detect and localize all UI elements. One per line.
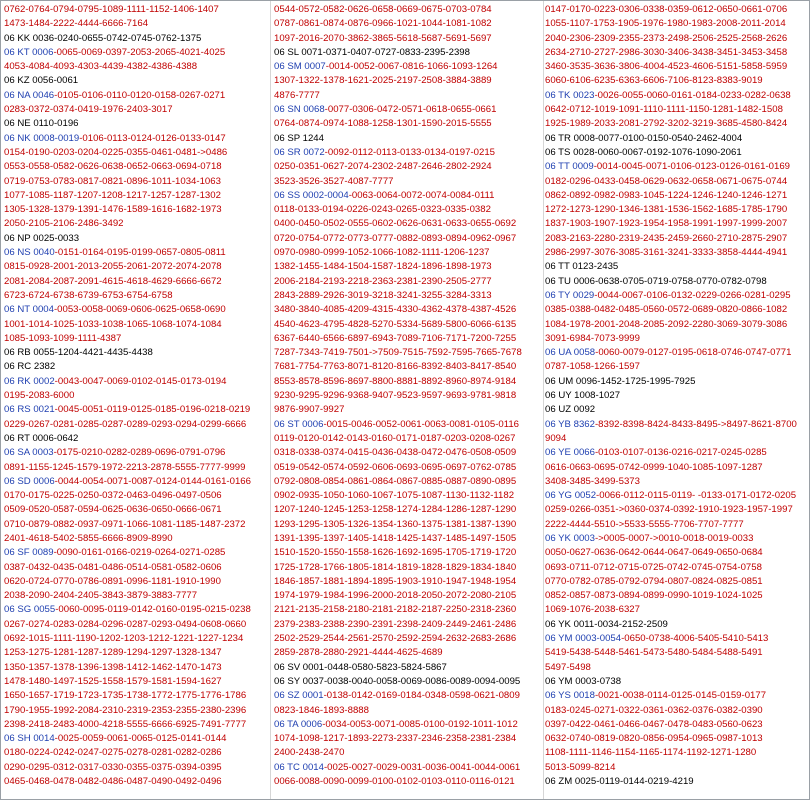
plate-group-line: 06 TT 0123-2435 bbox=[545, 261, 619, 273]
plate-number-continuation-line: 0066-0088-0090-0099-0100-0102-0103-0110-0116-0121 bbox=[274, 776, 515, 788]
plate-number-continuation-line: 0762-0764-0794-0795-1089-1111-1152-1406-1407 bbox=[4, 4, 219, 15]
plate-number-continuation-line: 2040-2306-2309-2355-2373-2498-2506-2525-2568-2626 bbox=[545, 32, 788, 44]
plate-number-list: -0138-0142-0169-0184-0348-0598-0621-0809 bbox=[323, 690, 520, 702]
plate-group-code: 06 SH 0014 bbox=[4, 733, 55, 745]
plate-group-header-line bbox=[4, 446, 266, 460]
plate-number-continuation-line: 2050-2105-2106-2486-3492 bbox=[4, 218, 124, 230]
plate-number-continuation-line: 0400-0450-0502-0555-0602-0626-0631-0633-0655-0692 bbox=[274, 218, 517, 230]
plate-number-continuation-line: 0553-0558-0582-0626-0638-0652-0663-0694-0718 bbox=[4, 161, 222, 173]
plate-number-continuation-line: 0692-1015-1111-1190-1202-1203-1212-1221-1227-1234 bbox=[4, 633, 244, 645]
plate-number-continuation-line: 0770-0782-0785-0792-0794-0807-0824-0825-0851 bbox=[545, 575, 763, 587]
plate-group-header-line bbox=[545, 346, 809, 360]
plate-number-list: -8392-8398-8424-8433-8495->8497-8621-8700 bbox=[594, 418, 797, 430]
plate-group-header-line bbox=[274, 103, 542, 117]
plate-group-code: 06 SR 0072 bbox=[274, 146, 325, 158]
plate-group-code: 06 TA 0006 bbox=[274, 718, 323, 730]
plate-group-line: 06 RT 0006-0642 bbox=[4, 432, 79, 444]
plate-number-continuation-line: 0195-2083-6000 bbox=[4, 390, 75, 402]
plate-group-code: 06 RK 0002 bbox=[4, 375, 55, 387]
plate-group-header-line bbox=[274, 761, 542, 775]
plate-number-continuation-line: 1001-1014-1025-1033-1038-1065-1068-1074-1084 bbox=[4, 318, 222, 330]
plate-number-list: -0106-0113-0124-0126-0133-0147 bbox=[79, 132, 226, 144]
plate-group-header-line bbox=[545, 689, 809, 703]
plate-number-continuation-line: 1650-1657-1719-1723-1735-1738-1772-1775-1776-1786 bbox=[4, 690, 247, 702]
plate-number-continuation-line: 0118-0133-0194-0226-0243-0265-0323-0335-0382 bbox=[274, 204, 491, 216]
plate-group-header-line bbox=[4, 89, 266, 103]
plate-number-continuation-line: 0250-0351-0627-2074-2302-2487-2646-2802-2924 bbox=[274, 161, 492, 173]
plate-number-continuation-line: 2121-2135-2158-2180-2181-2182-2187-2250-2318-2360 bbox=[274, 604, 517, 616]
plate-number-continuation-line: 1925-1989-2033-2081-2792-3202-3219-3685-4580-8424 bbox=[545, 118, 788, 130]
plate-group-code: 06 ST 0006 bbox=[274, 418, 324, 430]
plate-number-list: ->0005-0007->0010-0018-0019-0033 bbox=[594, 532, 754, 544]
plate-number-continuation-line: 1084-1978-2001-2048-2085-2092-2280-3069-3079-3086 bbox=[545, 318, 788, 330]
plate-group-header-line bbox=[274, 60, 542, 74]
plate-number-continuation-line: 9876-9907-9927 bbox=[274, 404, 345, 416]
plate-group-line: 06 SP 1244 bbox=[274, 132, 324, 144]
plate-group-header-line bbox=[4, 603, 266, 617]
plate-number-continuation-line: 1207-1240-1245-1253-1258-1274-1284-1286-1287-1290 bbox=[274, 504, 517, 516]
plate-number-continuation-line: 0119-0120-0142-0143-0160-0171-0187-0203-0208-0267 bbox=[274, 432, 516, 444]
plate-number-continuation-line: 1077-1085-1187-1207-1208-1217-1257-1287-1302 bbox=[4, 189, 221, 201]
plate-group-code: 06 SS 0002-0004 bbox=[274, 189, 349, 201]
plate-group-code: 06 TY 0029 bbox=[545, 289, 595, 301]
plate-group-code: 06 SZ 0001 bbox=[274, 690, 324, 702]
plate-number-continuation-line: 6723-6724-6738-6739-6753-6754-6758 bbox=[4, 289, 173, 301]
plate-number-continuation-line: 1478-1480-1497-1525-1558-1579-1581-1594-1627 bbox=[4, 675, 222, 687]
plate-group-header-line bbox=[545, 446, 809, 460]
plate-number-continuation-line: 1382-1455-1484-1504-1587-1824-1896-1898-1973 bbox=[274, 261, 492, 273]
plate-group-code: 06 SD 0006 bbox=[4, 475, 55, 487]
plate-group-code: 06 SA 0003 bbox=[4, 447, 54, 459]
plate-group-code: 06 KT 0006 bbox=[4, 46, 54, 58]
plate-group-line: 06 YK 0011-0034-2152-2509 bbox=[545, 618, 668, 630]
plate-number-continuation-line: 0318-0338-0374-0415-0436-0438-0472-0476-0508-0509 bbox=[274, 447, 517, 459]
plate-number-list: -0025-0027-0029-0031-0036-0041-0044-0061 bbox=[323, 761, 521, 773]
column-left bbox=[4, 3, 266, 789]
plate-number-continuation-line: 0891-1155-1245-1579-1972-2213-2878-5555-7777-9999 bbox=[4, 461, 246, 473]
plate-number-continuation-line: 2398-2418-2483-4000-4218-5555-6666-6925-7491-7777 bbox=[4, 718, 247, 730]
plate-number-continuation-line: 5419-5438-5448-5461-5473-5480-5484-5488-5491 bbox=[545, 647, 763, 659]
plate-group-code: 06 SM 0007 bbox=[274, 61, 326, 73]
plate-group-header-line bbox=[4, 546, 266, 560]
plate-number-continuation-line: 0719-0753-0783-0817-0821-0896-1011-1034-1063 bbox=[4, 175, 221, 187]
plate-group-line: 06 TR 0008-0077-0100-0150-0540-2462-4004 bbox=[545, 132, 743, 144]
plate-number-list: -0090-0161-0166-0219-0264-0271-0285 bbox=[53, 547, 226, 559]
plate-group-code: 06 SN 0068 bbox=[274, 104, 325, 116]
plate-number-list: -0014-0045-0071-0106-0123-0126-0161-0169 bbox=[593, 161, 791, 173]
plate-number-continuation-line: 1253-1275-1281-1287-1289-1294-1297-1328-1347 bbox=[4, 647, 222, 659]
plate-number-continuation-line: 0862-0892-0982-0983-1045-1224-1246-1240-1246-1271 bbox=[545, 189, 788, 201]
plate-number-list: -0105-0106-0110-0120-0158-0267-0271 bbox=[54, 89, 226, 101]
plate-number-continuation-line: 0180-0224-0242-0247-0275-0278-0281-0282-0286 bbox=[4, 747, 222, 759]
column-middle bbox=[274, 3, 542, 789]
plate-number-continuation-line: 0183-0245-0271-0322-0361-0362-0376-0382-0390 bbox=[545, 704, 763, 716]
plate-group-line: 06 RC 2382 bbox=[4, 361, 56, 373]
plate-number-continuation-line: 9094 bbox=[545, 432, 567, 444]
plate-group-header-line bbox=[274, 189, 542, 203]
plate-number-continuation-line: 1391-1395-1397-1405-1418-1425-1437-1485-1497-1505 bbox=[274, 532, 517, 544]
plate-number-continuation-line: 7287-7343-7419-7501->7509-7515-7592-7595-7665-7678 bbox=[274, 347, 522, 359]
plate-number-continuation-line: 2502-2529-2544-2561-2570-2592-2594-2632-2683-2686 bbox=[274, 633, 517, 645]
plate-number-continuation-line: 1790-1955-1992-2084-2310-2319-2353-2355-2380-2396 bbox=[4, 704, 247, 716]
plate-group-line: 06 TS 0028-0060-0067-0192-1076-1090-2061 bbox=[545, 146, 742, 158]
plate-number-continuation-line: 0290-0295-0312-0317-0330-0355-0375-0394-0395 bbox=[4, 761, 222, 773]
plate-group-header-line bbox=[4, 475, 266, 489]
plate-group-line: 06 SY 0037-0038-0040-0058-0069-0086-0089-0094-0095 bbox=[274, 675, 521, 687]
plate-number-list: -0015-0046-0052-0061-0063-0081-0105-0116 bbox=[323, 418, 520, 430]
plate-number-continuation-line: 0792-0808-0854-0861-0864-0867-0885-0887-0890-0895 bbox=[274, 475, 517, 487]
plate-group-header-line bbox=[545, 632, 809, 646]
plate-number-continuation-line: 0720-0754-0772-0773-0777-0882-0893-0894-0962-0967 bbox=[274, 232, 517, 244]
plate-number-continuation-line: 2986-2997-3076-3085-3161-3241-3333-3858-4444-4941 bbox=[545, 247, 788, 259]
plate-group-code: 06 NS 0040 bbox=[4, 247, 55, 259]
plate-group-line: 06 SL 0071-0371-0407-0727-0833-2395-2398 bbox=[274, 46, 470, 58]
plate-number-continuation-line: 0544-0572-0582-0626-0658-0669-0675-0703-0784 bbox=[274, 4, 492, 15]
plate-number-continuation-line: 0465-0468-0478-0482-0486-0487-0490-0492-0496 bbox=[4, 776, 222, 788]
plate-number-continuation-line: 1074-1098-1217-1893-2273-2337-2346-2358-2381-2384 bbox=[274, 733, 517, 745]
plate-group-line: 06 TU 0006-0638-0705-0719-0758-0770-0782-0798 bbox=[545, 275, 767, 287]
plate-group-code: 06 YM 0003-0054 bbox=[545, 633, 622, 645]
plate-number-continuation-line: 0519-0542-0574-0592-0606-0693-0695-0697-0762-0785 bbox=[274, 461, 517, 473]
plate-number-continuation-line: 3460-3535-3636-3806-4004-4523-4606-5151-5858-5959 bbox=[545, 61, 788, 73]
plate-group-header-line bbox=[274, 418, 542, 432]
plate-number-continuation-line: 0182-0296-0433-0458-0629-0632-0658-0671-0675-0744 bbox=[545, 175, 788, 187]
plate-number-continuation-line: 3091-6984-7073-9999 bbox=[545, 332, 640, 344]
plate-number-continuation-line: 4876-7777 bbox=[274, 89, 320, 101]
plate-group-code: 06 YG 0052 bbox=[545, 490, 597, 502]
plate-group-code: 06 SG 0055 bbox=[4, 604, 56, 616]
plate-number-list: -0103-0107-0136-0216-0217-0245-0285 bbox=[594, 447, 767, 459]
plate-number-continuation-line: 1055-1107-1753-1905-1976-1980-1983-2008-2011-2014 bbox=[545, 18, 786, 30]
plate-group-header-line bbox=[274, 689, 542, 703]
plate-number-continuation-line: 5497-5498 bbox=[545, 661, 591, 673]
plate-number-continuation-line: 4540-4623-4795-4828-5270-5334-5689-5800-6066-6135 bbox=[274, 318, 517, 330]
plate-number-continuation-line: 1305-1328-1379-1391-1476-1589-1616-1682-1973 bbox=[4, 204, 222, 216]
plate-group-code: 06 SF 0089 bbox=[4, 547, 54, 559]
plate-number-continuation-line: 2401-4618-5402-5855-6666-8909-8990 bbox=[4, 532, 173, 544]
plate-number-continuation-line: 8553-8578-8596-8697-8800-8881-8892-8960-8974-9184 bbox=[274, 375, 517, 387]
plate-number-continuation-line: 0229-0267-0281-0285-0287-0289-0293-0294-0299-6666 bbox=[4, 418, 247, 430]
plate-number-list: -0043-0047-0069-0102-0145-0173-0194 bbox=[54, 375, 227, 387]
plate-number-continuation-line: 1725-1728-1766-1805-1814-1819-1828-1829-1834-1840 bbox=[274, 561, 517, 573]
plate-number-continuation-line: 1510-1520-1550-1558-1626-1692-1695-1705-1719-1720 bbox=[274, 547, 517, 559]
plate-number-continuation-line: 7681-7754-7763-8071-8120-8166-8392-8403-8417-8540 bbox=[274, 361, 517, 373]
plate-group-header-line bbox=[545, 418, 809, 432]
plate-number-list: -0044-0054-0071-0087-0124-0144-0161-0166 bbox=[54, 475, 251, 487]
plate-number-list: -0066-0112-0115-0119- -0133-0171-0172-0205 bbox=[596, 490, 797, 502]
plate-number-continuation-line: 1307-1322-1378-1621-2025-2197-2508-3884-3889 bbox=[274, 75, 492, 87]
plate-group-code: 06 YS 0018 bbox=[545, 690, 595, 702]
plate-number-continuation-line: 0616-0663-0695-0742-0999-1040-1085-1097-1287 bbox=[545, 461, 763, 473]
plate-number-continuation-line: 1837-1903-1907-1923-1954-1958-1991-1997-1999-2007 bbox=[545, 218, 788, 230]
plate-number-continuation-line: 2843-2889-2926-3019-3218-3241-3255-3284-3313 bbox=[274, 289, 492, 301]
plate-group-header-line bbox=[274, 146, 542, 160]
plate-group-header-line bbox=[545, 489, 809, 503]
plate-group-header-line bbox=[4, 246, 266, 260]
plate-group-code: 06 YK 0003 bbox=[545, 532, 595, 544]
plate-number-continuation-line: 2859-2878-2880-2921-4444-4625-4689 bbox=[274, 647, 443, 659]
plate-number-list: -0014-0052-0067-0816-1066-1093-1264 bbox=[325, 61, 498, 73]
plate-group-code: 06 NA 0046 bbox=[4, 89, 55, 101]
plate-number-continuation-line: 0970-0980-0999-1052-1066-1082-1111-1206-1237 bbox=[274, 247, 490, 259]
plate-number-continuation-line: 3408-3485-3499-5373 bbox=[545, 475, 640, 487]
plate-number-continuation-line: 0620-0724-0770-0786-0891-0996-1181-1910-1990 bbox=[4, 575, 221, 587]
plate-group-line: 06 RB 0055-1204-4421-4435-4438 bbox=[4, 347, 153, 359]
plate-number-continuation-line: 0787-0861-0874-0876-0966-1021-1044-1081-1082 bbox=[274, 18, 492, 30]
plate-group-header-line bbox=[545, 160, 809, 174]
plate-number-continuation-line: 2081-2084-2087-2091-4615-4618-4629-6666-6672 bbox=[4, 275, 222, 287]
plate-group-header-line bbox=[4, 403, 266, 417]
plate-group-code: 06 TC 0014 bbox=[274, 761, 324, 773]
plate-group-line: 06 NP 0025-0033 bbox=[4, 232, 80, 244]
plate-number-continuation-line: 1846-1857-1881-1894-1895-1903-1910-1947-1948-1954 bbox=[274, 575, 517, 587]
plate-group-header-line bbox=[545, 289, 809, 303]
plate-group-code: 06 NK 0008-0019 bbox=[4, 132, 80, 144]
plate-number-continuation-line: 1473-1484-2222-4444-6666-7164 bbox=[4, 18, 149, 30]
column-right bbox=[545, 3, 809, 789]
plate-number-list: -0044-0067-0106-0132-0229-0266-0281-0295 bbox=[594, 289, 791, 301]
plate-number-continuation-line: 0170-0175-0225-0250-0372-0463-0496-0497-0506 bbox=[4, 490, 222, 502]
plate-group-header-line bbox=[274, 718, 542, 732]
plate-number-list: -0060-0095-0119-0142-0160-0195-0215-0238 bbox=[55, 604, 251, 616]
plate-number-continuation-line: 4053-4084-4093-4303-4439-4382-4386-4388 bbox=[4, 61, 198, 73]
plate-group-header-line bbox=[545, 532, 809, 546]
plate-number-continuation-line: 6367-6440-6566-6897-6943-7089-7106-7171-7200-7255 bbox=[274, 332, 517, 344]
plate-number-continuation-line: 1097-2016-2070-3862-3865-5618-5687-5691-5697 bbox=[274, 32, 492, 44]
plate-group-line: 06 KK 0036-0240-0655-0742-0745-0762-1375 bbox=[4, 32, 202, 44]
plate-number-continuation-line: 9230-9295-9296-9368-9407-9523-9597-9693-9781-9818 bbox=[274, 390, 517, 402]
plate-group-header-line bbox=[4, 303, 266, 317]
plate-group-header-line bbox=[4, 732, 266, 746]
plate-number-continuation-line: 0154-0190-0203-0204-0225-0355-0461-0481->0486 bbox=[4, 146, 228, 158]
plate-number-continuation-line: 1272-1273-1290-1346-1381-1536-1562-1685-1785-1790 bbox=[545, 204, 788, 216]
plate-number-list: -0092-0112-0113-0133-0134-0197-0215 bbox=[324, 146, 496, 158]
plate-number-continuation-line: 0509-0520-0587-0594-0625-0636-0650-0666-0671 bbox=[4, 504, 222, 516]
plate-number-continuation-line: 0852-0857-0873-0894-0899-0990-1019-1024-1025 bbox=[545, 590, 763, 602]
plate-number-list: -0021-0038-0114-0125-0145-0159-0177 bbox=[594, 690, 767, 702]
plate-group-code: 06 TT 0009 bbox=[545, 161, 594, 173]
plate-group-line: 06 ZM 0025-0119-0144-0219-4219 bbox=[545, 776, 694, 788]
plate-number-continuation-line: 0397-0422-0461-0466-0467-0478-0483-0560-0623 bbox=[545, 718, 763, 730]
plate-group-line: 06 UM 0096-1452-1725-1995-7925 bbox=[545, 375, 696, 387]
plate-group-line: 06 KZ 0056-0061 bbox=[4, 75, 79, 87]
plate-group-code: 06 YE 0066 bbox=[545, 447, 595, 459]
plate-number-list: -0034-0053-0071-0085-0100-0192-1011-1012 bbox=[322, 718, 518, 730]
plate-number-continuation-line: 0642-0712-1019-1091-1110-1111-1150-1281-1482-1508 bbox=[545, 104, 783, 116]
plate-number-continuation-line: 6060-6106-6235-6363-6606-7106-8123-8383-9019 bbox=[545, 75, 763, 87]
plate-number-continuation-line: 2006-2184-2193-2218-2363-2381-2390-2505-2777 bbox=[274, 275, 492, 287]
plate-number-continuation-line: 0815-0928-2001-2013-2055-2061-2072-2074-2078 bbox=[4, 261, 222, 273]
plate-number-continuation-line: 0147-0170-0223-0306-0338-0359-0612-0650-0661-0706 bbox=[545, 4, 788, 15]
plate-number-list: -0077-0306-0472-0571-0618-0655-0661 bbox=[324, 104, 497, 116]
plate-number-continuation-line: 2379-2383-2388-2390-2391-2398-2409-2449-2461-2486 bbox=[274, 618, 517, 630]
plate-number-continuation-line: 0710-0879-0882-0937-0971-1066-1081-1185-1487-2372 bbox=[4, 518, 246, 530]
plate-number-list: -0045-0051-0119-0125-0185-0196-0218-0219 bbox=[54, 404, 251, 416]
plate-group-code: 06 RS 0021 bbox=[4, 404, 55, 416]
plate-group-code: 06 UA 0058 bbox=[545, 347, 596, 359]
plate-number-continuation-line: 0283-0372-0374-0419-1976-2403-3017 bbox=[4, 104, 173, 116]
plate-group-line: 06 UY 1008-1027 bbox=[545, 390, 621, 402]
plate-group-line: 06 SV 0001-0448-0580-5823-5824-5867 bbox=[274, 661, 447, 673]
column-divider bbox=[270, 1, 271, 799]
plate-number-continuation-line: 0902-0935-1050-1060-1067-1075-1087-1130-1132-1182 bbox=[274, 490, 515, 502]
plate-group-code: 06 YB 8362 bbox=[545, 418, 595, 430]
plate-number-list: -0175-0210-0282-0289-0696-0791-0796 bbox=[53, 447, 226, 459]
plate-number-list: -0060-0079-0127-0195-0618-0746-0747-0771 bbox=[595, 347, 792, 359]
plate-number-continuation-line: 0787-1058-1266-1597 bbox=[545, 361, 640, 373]
plate-group-line: 06 YM 0003-0738 bbox=[545, 675, 622, 687]
plate-number-continuation-line: 2038-2090-2404-2405-3843-3879-3883-7777 bbox=[4, 590, 198, 602]
plate-number-continuation-line: 2222-4444-5510->5533-5555-7706-7707-7777 bbox=[545, 518, 744, 530]
plate-number-continuation-line: 1974-1979-1984-1996-2000-2018-2050-2072-2080-2105 bbox=[274, 590, 517, 602]
plate-group-header-line bbox=[4, 46, 266, 60]
plate-number-list: -0026-0055-0060-0161-0184-0233-0282-0638 bbox=[594, 89, 791, 101]
plate-number-continuation-line: 2400-2438-2470 bbox=[274, 747, 345, 759]
plate-group-line: 06 UZ 0092 bbox=[545, 404, 596, 416]
plate-number-list: -0650-0738-4006-5405-5410-5413 bbox=[621, 633, 769, 645]
plate-number-continuation-line: 0050-0627-0636-0642-0644-0647-0649-0650-0684 bbox=[545, 547, 763, 559]
plate-number-continuation-line: 0823-1846-1893-8888 bbox=[274, 704, 369, 716]
plate-group-header-line bbox=[4, 375, 266, 389]
plate-number-list: -0151-0164-0195-0199-0657-0805-0811 bbox=[54, 247, 226, 259]
plate-group-code: 06 TK 0023 bbox=[545, 89, 595, 101]
plate-number-continuation-line: 0259-0266-0351->0360-0374-0392-1910-1923-1957-1997 bbox=[545, 504, 793, 516]
plate-number-continuation-line: 0385-0388-0482-0485-0560-0572-0689-0820-0866-1082 bbox=[545, 304, 788, 316]
plate-number-list: -0053-0058-0069-0606-0625-0658-0690 bbox=[53, 304, 226, 316]
plate-number-list: -0063-0064-0072-0074-0084-0111 bbox=[348, 189, 495, 201]
plate-number-continuation-line: 1069-1076-2038-6327 bbox=[545, 604, 640, 616]
plate-number-continuation-line: 0267-0274-0283-0284-0296-0287-0293-0494-0608-0660 bbox=[4, 618, 247, 630]
plate-group-code: 06 NT 0004 bbox=[4, 304, 54, 316]
plate-number-continuation-line: 3523-3526-3527-4087-7777 bbox=[274, 175, 394, 187]
plate-number-continuation-line: 1293-1295-1305-1326-1354-1360-1375-1381-1387-1390 bbox=[274, 518, 517, 530]
plate-number-continuation-line: 5013-5099-8214 bbox=[545, 761, 616, 773]
plate-number-continuation-line: 1085-1093-1099-1111-4387 bbox=[4, 332, 122, 344]
plate-number-list: -0065-0069-0397-2053-2065-4021-4025 bbox=[53, 46, 226, 58]
plate-number-continuation-line: 1350-1357-1378-1396-1398-1412-1462-1470-1473 bbox=[4, 661, 222, 673]
plate-group-header-line bbox=[4, 132, 266, 146]
plate-group-line: 06 NE 0110-0196 bbox=[4, 118, 79, 130]
plate-number-continuation-line: 0764-0874-0974-1088-1258-1301-1590-2015-5555 bbox=[274, 118, 492, 130]
column-divider bbox=[543, 1, 544, 799]
plate-number-continuation-line: 2083-2163-2280-2319-2435-2459-2660-2710-2875-2907 bbox=[545, 232, 788, 244]
plate-number-continuation-line: 1108-1111-1146-1154-1165-1174-1192-1271-1280 bbox=[545, 747, 757, 759]
plate-number-continuation-line: 2634-2710-2727-2986-3030-3406-3438-3451-3453-3458 bbox=[545, 46, 788, 58]
plate-number-list: -0025-0059-0061-0065-0125-0141-0144 bbox=[54, 733, 227, 745]
plate-group-header-line bbox=[545, 89, 809, 103]
plate-number-continuation-line: 0632-0740-0819-0820-0856-0954-0965-0987-1013 bbox=[545, 733, 763, 745]
plate-number-continuation-line: 3480-3840-4085-4209-4315-4330-4362-4378-4387-4526 bbox=[274, 304, 517, 316]
plate-number-continuation-line: 0693-0711-0712-0715-0725-0742-0745-0754-0758 bbox=[545, 561, 762, 573]
plate-number-continuation-line: 0387-0432-0435-0481-0486-0514-0581-0582-0606 bbox=[4, 561, 222, 573]
